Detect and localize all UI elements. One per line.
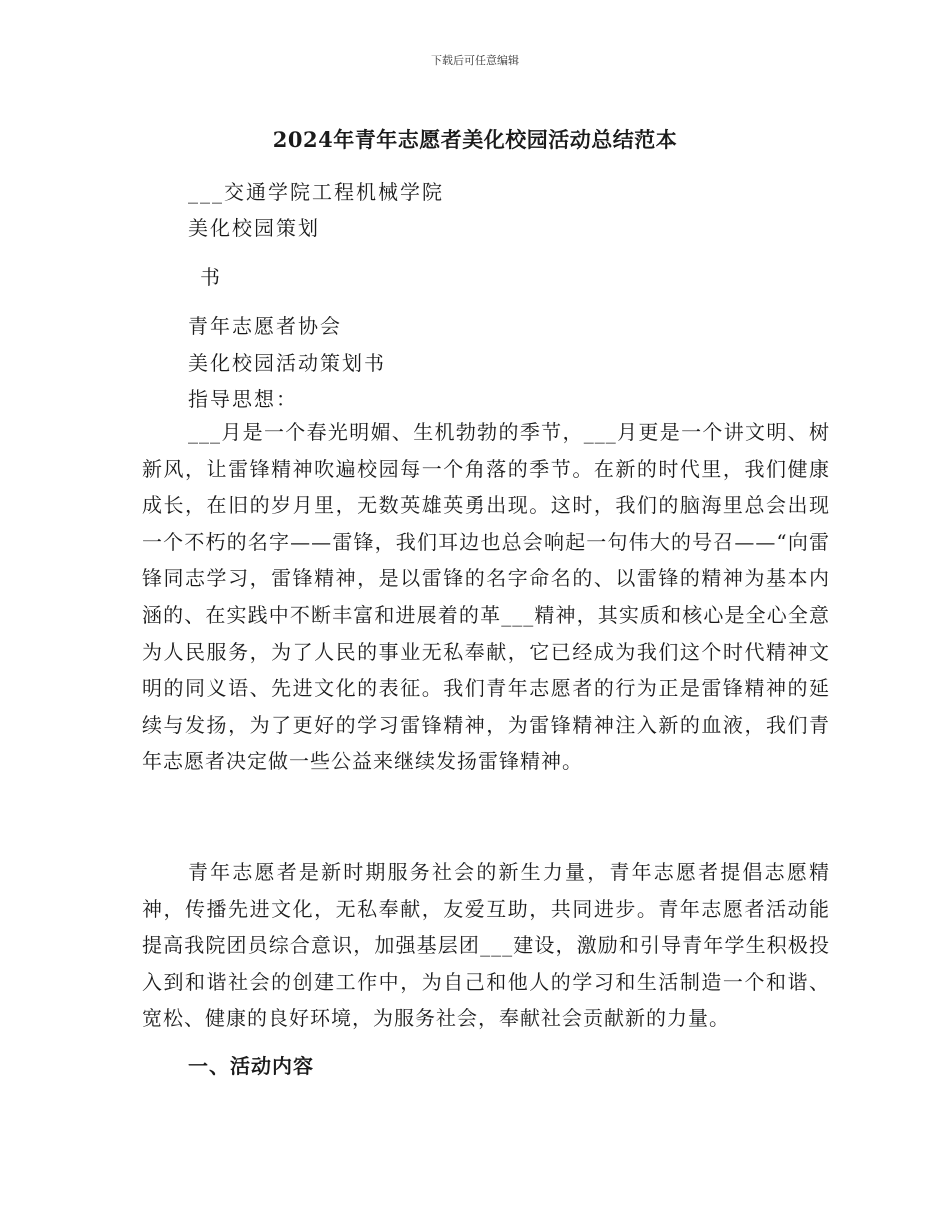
plan-title-book-char: 书 — [200, 265, 222, 289]
association-line: 青年志愿者协会 — [188, 314, 342, 338]
department-line: ___交通学院工程机械学院 — [188, 180, 444, 204]
guiding-thought-label: 指导思想： — [188, 387, 298, 411]
activity-plan-line: 美化校园活动策划书 — [188, 351, 386, 375]
body-paragraph: ___月是一个春光明媚、生机勃勃的季节，___月更是一个讲文明、树新风，让雷锋精神吹遍校园每一个角落的季节。在新的时代里，我们健康成长，在旧的岁月里，无数英雄英勇出现。这时，我们的脑海里总会出现一个不朽的名字——雷锋，我们耳边也总会响起一句伟大的号召——“向雷锋同志学习，雷锋精神，是以雷锋的名字命名的、以雷锋的精神为基本内涵的、在实践中不断丰富和进展着的革___精神，其实质和核心是全心全意为人民服务，为了人民的事业无私奉献，它已经成为我们这个时代精神文明的同义语、先进文化的表征。我们青年志愿者的行为正是雷锋精神的延续与发扬，为了更好的学习雷锋精神，为雷锋精神注入新的血液，我们青年志愿者决定做一些公益来继续发扬雷锋精神。 — [142, 420, 830, 774]
page-header-note: 下载后可任意编辑 — [431, 54, 519, 67]
plan-title-line: 美化校园策划 — [188, 216, 320, 240]
body-paragraph: 青年志愿者是新时期服务社会的新生力量，青年志愿者提倡志愿精神，传播先进文化，无私奉献，友爱互助，共同进步。青年志愿者活动能提高我院团员综合意识，加强基层团___建设，激励和引导青年学生积极投入到和谐社会的创建工作中，为自己和他人的学习和生活制造一个和谐、宽松、健康的良好环境，为服务社会，奉献社会贡献新的力量。 — [142, 860, 830, 1031]
document-title: 2024年青年志愿者美化校园活动总结范本 — [272, 127, 678, 152]
section-heading: 一、活动内容 — [188, 1054, 314, 1078]
